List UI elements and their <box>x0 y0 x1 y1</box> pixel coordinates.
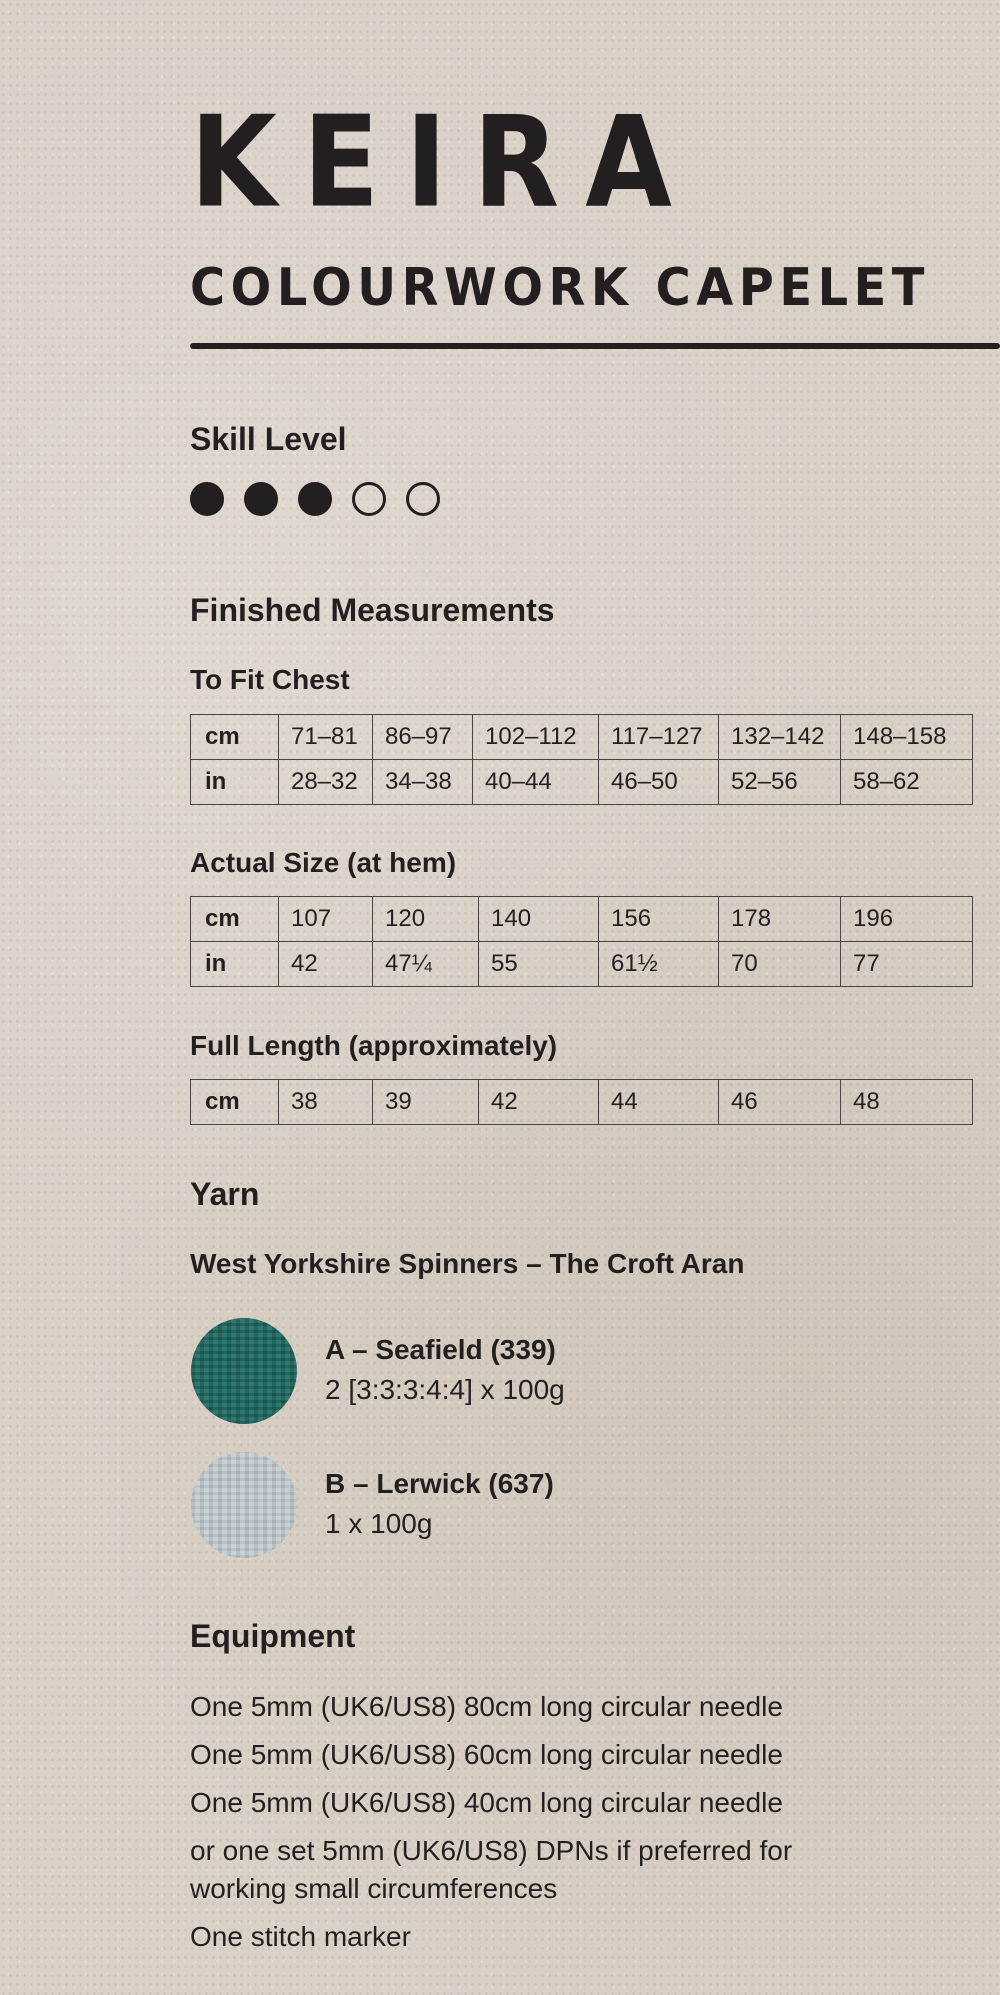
table-cell: 148–158 <box>841 715 973 760</box>
table-cell: 86–97 <box>373 715 473 760</box>
table-cell: 28–32 <box>279 760 373 805</box>
equipment-list <box>190 1688 890 1966</box>
actual-size-heading: Actual Size (at hem) <box>190 847 457 878</box>
unit-cell: in <box>191 760 279 805</box>
table-cell: 71–81 <box>279 715 373 760</box>
title-divider <box>190 343 1000 349</box>
unit-cell: cm <box>191 715 279 760</box>
yarn-swatch-b <box>191 1452 297 1558</box>
skill-dot <box>352 482 386 516</box>
table-row <box>191 942 973 987</box>
list-item: One 5mm (UK6/US8) 60cm long circular needle <box>190 1739 783 1770</box>
yarn-heading: Yarn <box>190 1176 260 1212</box>
table-cell: 40–44 <box>473 760 599 805</box>
table-cell: 77 <box>841 942 973 987</box>
pattern-title: KEIRA <box>190 89 698 236</box>
unit-cell: cm <box>191 897 279 942</box>
chest-table <box>190 714 973 805</box>
full-length-table <box>190 1079 973 1125</box>
table-cell: 132–142 <box>719 715 841 760</box>
actual-size-table <box>190 896 973 987</box>
list-item: One stitch marker <box>190 1921 411 1952</box>
yarn-colour-a-name: A – Seafield (339) <box>325 1334 556 1365</box>
yarn-colour-b-quantity: 1 x 100g <box>325 1508 433 1539</box>
full-length-heading: Full Length (approximately) <box>190 1030 558 1061</box>
table-row <box>191 760 973 805</box>
table-cell: 42 <box>279 942 373 987</box>
table-cell: 117–127 <box>599 715 719 760</box>
table-row <box>191 715 973 760</box>
table-cell: 42 <box>479 1080 599 1125</box>
table-cell: 38 <box>279 1080 373 1125</box>
table-row <box>191 897 973 942</box>
table-cell: 178 <box>719 897 841 942</box>
skill-level-heading: Skill Level <box>190 421 347 457</box>
table-cell: 156 <box>599 897 719 942</box>
skill-dot <box>190 482 224 516</box>
table-cell: 46–50 <box>599 760 719 805</box>
unit-cell: cm <box>191 1080 279 1125</box>
skill-dot <box>298 482 332 516</box>
table-cell: 120 <box>373 897 479 942</box>
skill-dot <box>244 482 278 516</box>
table-cell: 52–56 <box>719 760 841 805</box>
table-cell: 107 <box>279 897 373 942</box>
skill-level-rating <box>190 482 440 516</box>
table-cell: 46 <box>719 1080 841 1125</box>
table-cell: 61½ <box>599 942 719 987</box>
table-cell: 58–62 <box>841 760 973 805</box>
list-item: One 5mm (UK6/US8) 80cm long circular needle <box>190 1691 783 1722</box>
table-cell: 48 <box>841 1080 973 1125</box>
table-cell: 34–38 <box>373 760 473 805</box>
chest-heading: To Fit Chest <box>190 664 350 695</box>
skill-dot <box>406 482 440 516</box>
yarn-colour-a-quantity: 2 [3:3:3:4:4] x 100g <box>325 1374 565 1405</box>
table-cell: 55 <box>479 942 599 987</box>
table-cell: 140 <box>479 897 599 942</box>
table-cell: 102–112 <box>473 715 599 760</box>
table-cell: 196 <box>841 897 973 942</box>
table-cell: 47¼ <box>373 942 479 987</box>
equipment-heading: Equipment <box>190 1618 356 1654</box>
unit-cell: in <box>191 942 279 987</box>
pattern-subtitle: COLOURWORK CAPELET <box>190 258 930 318</box>
table-cell: 39 <box>373 1080 479 1125</box>
yarn-colour-b-name: B – Lerwick (637) <box>325 1468 554 1499</box>
measurements-heading: Finished Measurements <box>190 592 555 628</box>
table-cell: 70 <box>719 942 841 987</box>
table-row <box>191 1080 973 1125</box>
list-item: One 5mm (UK6/US8) 40cm long circular needle <box>190 1787 783 1818</box>
yarn-brand: West Yorkshire Spinners – The Croft Aran <box>190 1248 745 1279</box>
table-cell: 44 <box>599 1080 719 1125</box>
yarn-swatch-a <box>191 1318 297 1424</box>
list-item: or one set 5mm (UK6/US8) DPNs if preferred for working small circumferences <box>190 1835 793 1904</box>
